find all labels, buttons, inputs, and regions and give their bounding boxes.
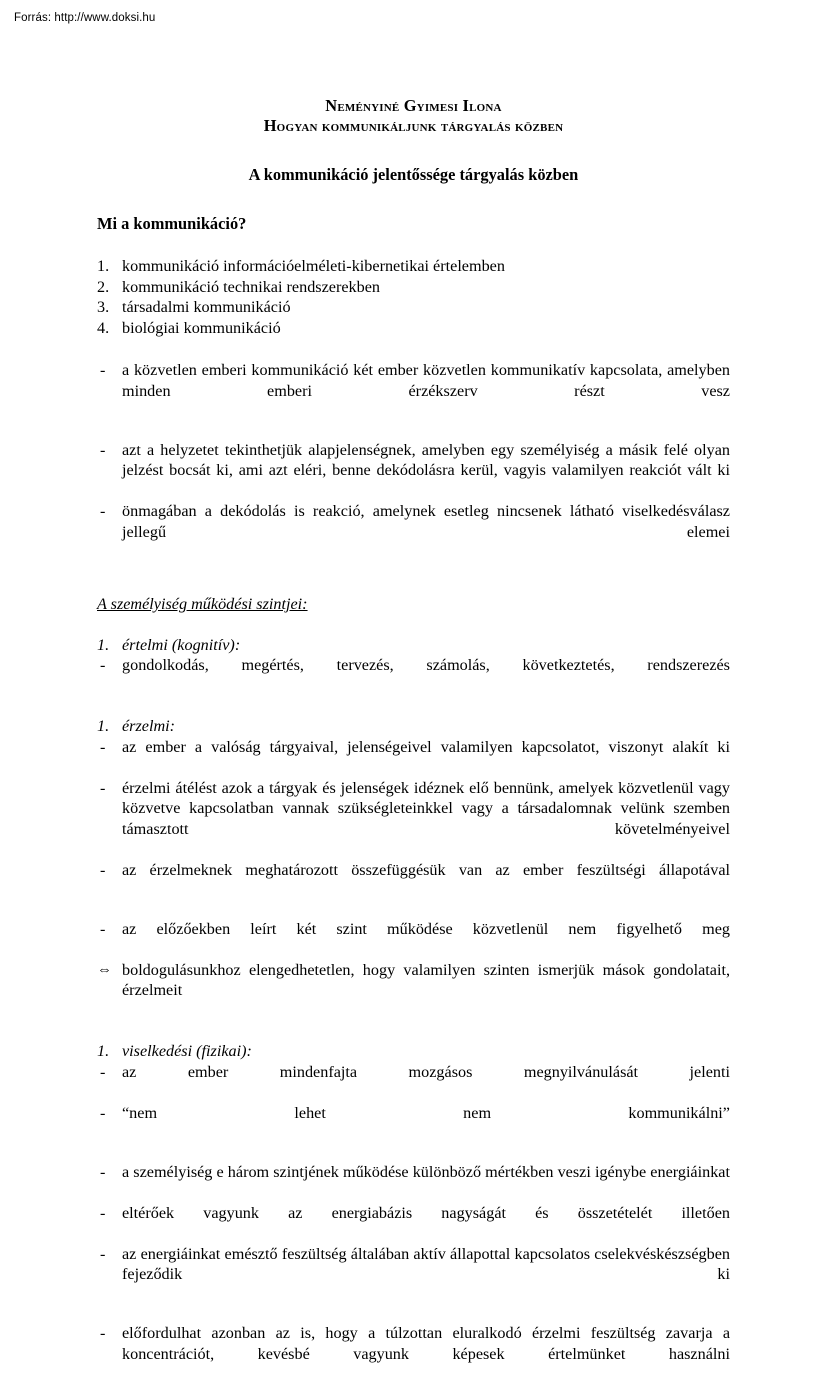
dash-bullet-icon: - xyxy=(100,361,106,380)
author-name: Neményiné Gyimesi Ilona xyxy=(325,96,502,115)
bullet-item xyxy=(97,360,730,422)
bullet-item xyxy=(97,1244,730,1306)
bullet-item xyxy=(97,655,730,696)
dash-bullet-icon: - xyxy=(100,860,106,879)
bullet-item xyxy=(97,1062,730,1103)
list-marker: 1. xyxy=(97,717,110,736)
section-heading-what-is-communication: Mi a kommunikáció? xyxy=(97,214,247,233)
dash-bullet-icon: - xyxy=(100,737,106,756)
bullet-item xyxy=(97,919,730,960)
bullet-item xyxy=(97,1103,730,1144)
bullet-item xyxy=(97,440,730,502)
list-marker: 4. xyxy=(97,318,110,337)
list-item xyxy=(97,635,730,656)
bullet-text: a személyiség e három szintjének működése különböző mértékben veszi igénybe energiáinkat xyxy=(122,1162,730,1181)
dash-bullet-icon: - xyxy=(100,1203,106,1222)
bullet-item xyxy=(97,1323,730,1385)
dash-bullet-icon: - xyxy=(100,656,106,675)
bullet-item xyxy=(97,778,730,860)
list-item xyxy=(97,256,730,277)
level-behavioral-label xyxy=(97,1041,730,1062)
bullet-text: “nem lehet nem kommunikálni” xyxy=(122,1103,730,1122)
signal-decoding-bullets xyxy=(97,440,730,563)
source-url-header: Forrás: http://www.doksi.hu xyxy=(14,12,156,24)
list-marker: 1. xyxy=(97,1042,110,1061)
bullet-item xyxy=(97,1162,730,1203)
list-item-text: viselkedési (fizikai): xyxy=(122,1042,252,1061)
list-item-text: kommunikáció technikai rendszerekben xyxy=(122,277,381,296)
communication-types-list xyxy=(97,256,730,338)
bullet-text: azt a helyzetet tekinthetjük alapjelenségnek, amelyben egy személyiség a másik felé olyan jelzést bocsát ki, ami azt eléri, benne dekódolásra kerül, vagyis valamilyen reakciót vált ki xyxy=(122,440,730,480)
level-behavioral-bullets xyxy=(97,1062,730,1144)
list-item-text: társadalmi kommunikáció xyxy=(122,298,291,317)
bullet-text: az érzelmeknek meghatározott összefüggésük van az ember feszültségi állapotával xyxy=(122,860,730,879)
list-marker: 2. xyxy=(97,277,110,296)
document-title-block xyxy=(97,96,730,135)
list-item-text: érzelmi: xyxy=(122,717,176,736)
dash-bullet-icon: - xyxy=(100,1324,106,1343)
list-item xyxy=(97,716,730,737)
bullet-text: gondolkodás, megértés, tervezés, számolás, következtetés, rendszerezés xyxy=(122,656,730,675)
dash-bullet-icon: - xyxy=(100,502,106,521)
work-title: Hogyan kommunikáljunk tárgyalás közben xyxy=(263,115,564,135)
bullet-item xyxy=(97,501,730,563)
bullet-text: önmagában a dekódolás is reakció, amelynek esetleg nincsenek látható viselkedésválasz jellegű elemei xyxy=(122,502,730,541)
direct-communication-bullets xyxy=(97,360,730,422)
dash-bullet-icon: - xyxy=(100,440,106,459)
level-emotional-conclusion xyxy=(97,919,730,1022)
dash-bullet-icon: - xyxy=(100,1244,106,1263)
list-item-text: kommunikáció információelméleti-kibernetikai értelemben xyxy=(122,257,505,276)
dash-bullet-icon: - xyxy=(100,1062,106,1081)
dash-bullet-icon: - xyxy=(100,1162,106,1181)
bullet-text: a közvetlen emberi kommunikáció két ember közvetlen kommunikatív kapcsolata, amelyben minden emberi érzékszerv részt vesz xyxy=(122,361,730,400)
dash-bullet-icon: - xyxy=(100,1103,106,1122)
list-marker: 1. xyxy=(97,257,110,276)
energy-bullets xyxy=(97,1162,730,1306)
dash-bullet-icon: - xyxy=(100,919,106,938)
double-arrow-icon: ⇔ xyxy=(97,961,112,978)
list-marker: 3. xyxy=(97,298,110,317)
bullet-text: eltérőek vagyunk az energiabázis nagyságát és összetételét illetően xyxy=(122,1203,730,1222)
bullet-item xyxy=(97,960,730,1022)
document-subtitle: A kommunikáció jelentőssége tárgyalás közben xyxy=(248,165,579,184)
list-item-text: biológiai kommunikáció xyxy=(122,318,281,337)
level-emotional-bullets xyxy=(97,737,730,901)
list-item xyxy=(97,1041,730,1062)
level-cognitive-label xyxy=(97,635,730,656)
list-item-text: értelmi (kognitív): xyxy=(122,635,241,654)
bullet-item xyxy=(97,860,730,901)
bullet-text: boldogulásunkhoz elengedhetetlen, hogy valamilyen szinten ismerjük mások gondolatait, érzelmeit xyxy=(122,960,730,1000)
list-item xyxy=(97,318,730,339)
bullet-item xyxy=(97,1203,730,1244)
list-item xyxy=(97,297,730,318)
level-emotional-label xyxy=(97,716,730,737)
dash-bullet-icon: - xyxy=(100,778,106,797)
bullet-item xyxy=(97,737,730,778)
bullet-text: az előzőekben leírt két szint működése közvetlenül nem figyelhető meg xyxy=(122,919,730,938)
bullet-text: előfordulhat azonban az is, hogy a túlzottan eluralkodó érzelmi feszültség zavarja a koncentrációt, kevésbé vagyunk képesek értelmünket használni xyxy=(122,1324,730,1363)
bullet-text: az energiáinkat emésztő feszültség általában aktív állapottal kapcsolatos cselekvéskészségben fejeződik ki xyxy=(122,1244,730,1284)
bullet-text: érzelmi átélést azok a tárgyak és jelenségek idéznek elő bennünk, amelyek közvetlenül vagy közvetve kapcsolatban vannak szükségleteinkkel vagy a társadalomnak velünk szemben támasztott követelményeivel xyxy=(122,778,730,838)
bullet-text: az ember a valóság tárgyaival, jelenségeivel valamilyen kapcsolatot, viszonyt alakít ki xyxy=(122,737,730,756)
list-item xyxy=(97,277,730,298)
list-marker: 1. xyxy=(97,635,110,654)
document-body xyxy=(97,96,730,1385)
bullet-text: az ember mindenfajta mozgásos megnyilvánulását jelenti xyxy=(122,1062,730,1081)
final-bullets xyxy=(97,1323,730,1385)
level-cognitive-bullets xyxy=(97,655,730,696)
section-heading-personality-levels: A személyiség működési szintjei: xyxy=(97,594,308,613)
